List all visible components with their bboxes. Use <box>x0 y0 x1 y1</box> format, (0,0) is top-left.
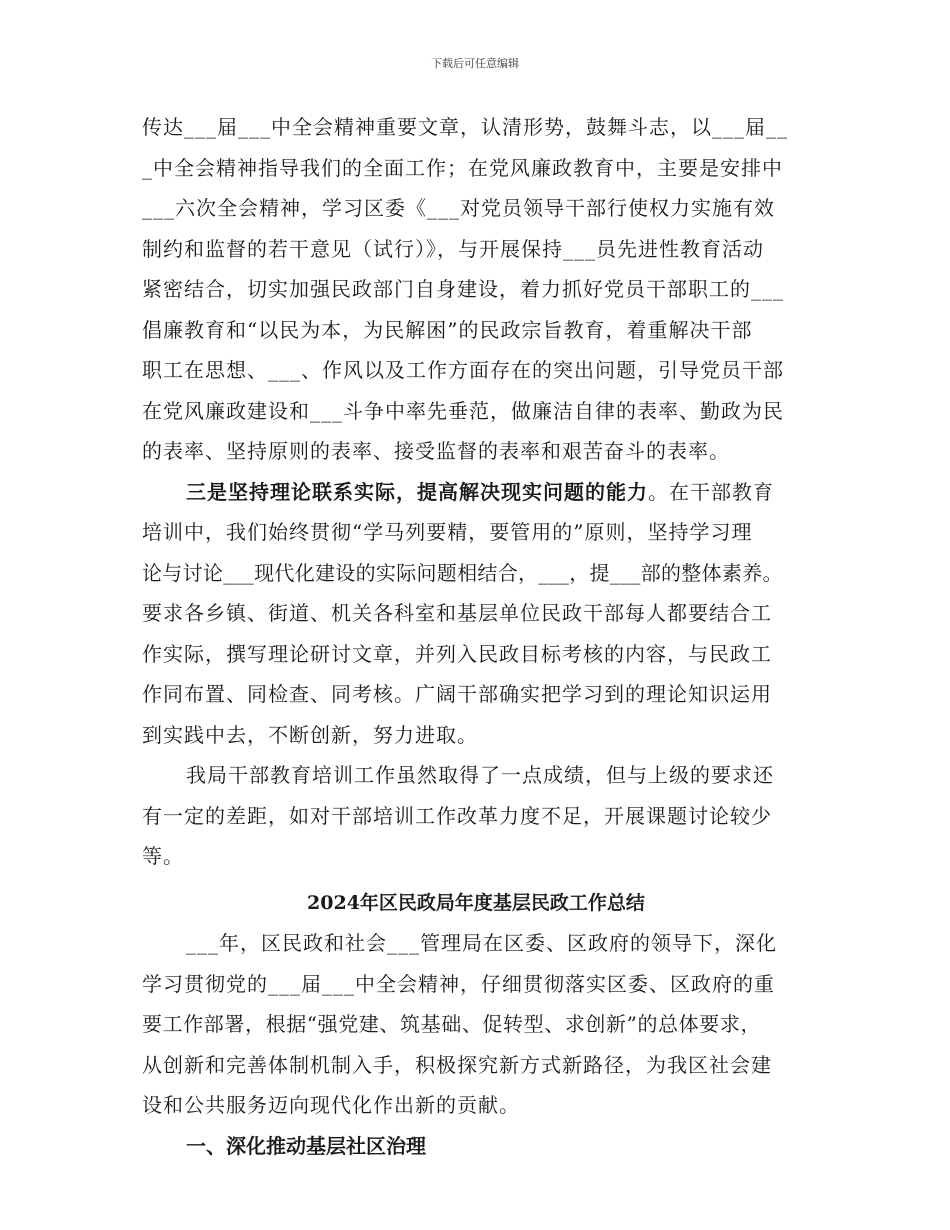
text-line: 有一定的差距，如对干部培训工作改革力度不足，开展课题讨论较少 <box>142 803 772 828</box>
text-line: 培训中，我们始终贯彻“学马列要精，要管用的”原则，坚持学习理 <box>142 520 753 544</box>
text-line: ___年，区民政和社会___管理局在区委、区政府的领导下，深化 <box>186 931 777 955</box>
subsection-heading: 一、深化推动基层社区治理 <box>186 1133 426 1158</box>
text-line: 传达___届___中全会精神重要文章，认清形势，鼓舞斗志，以___届__ <box>142 115 788 139</box>
page-header: 下载后可任意编辑 <box>431 57 519 70</box>
text-line: 我局干部教育培训工作虽然取得了一点成绩，但与上级的要求还 <box>186 763 774 787</box>
text-line: 在党风廉政建设和___斗争中率先垂范，做廉洁自律的表率、勤政为民 <box>142 398 784 423</box>
text-line: 的表率、坚持原则的表率、接受监督的表率和艰苦奋斗的表率。 <box>142 439 730 463</box>
paragraph <box>142 932 810 1135</box>
paragraph <box>142 481 810 765</box>
text-line <box>142 481 810 522</box>
document-body <box>142 116 810 1175</box>
paragraph <box>142 116 810 481</box>
text-span: 。在干部教育 <box>648 479 774 504</box>
text-line: 学习贯彻党的___届___中全会精神，仔细贯彻落实区委、区政府的重 <box>142 971 775 996</box>
bold-lead-text: 三是坚持理论联系实际，提高解决现实问题的能力 <box>186 479 648 504</box>
text-line: _中全会精神指导我们的全面工作；在党风廉政教育中，主要是安排中 <box>142 155 783 180</box>
text-line: 到实践中去，不断创新，努力进取。 <box>142 722 478 747</box>
text-line: 论与讨论___现代化建设的实际问题相结合，___，提___部的整体素养。 <box>142 560 783 585</box>
text-line: 设和公共服务迈向现代化作出新的贡献。 <box>142 1093 520 1117</box>
section-title: 2024年区民政局年度基层民政工作总结 <box>307 891 645 914</box>
text-line: ___六次全会精神，学习区委《___对党员领导干部行使权力实施有效 <box>142 196 775 220</box>
text-line: 要求各乡镇、街道、机关各科室和基层单位民政干部每人都要结合工 <box>142 601 772 625</box>
text-line: 倡廉教育和“以民为本，为民解困”的民政宗旨教育，着重解决干部 <box>142 317 753 342</box>
paragraph <box>142 764 810 886</box>
text-line: 制约和监督的若干意见（试行）》，与开展保持___员先进性教育活动 <box>142 236 764 261</box>
text-line: 从创新和完善体制机制入手，积极探究新方式新路径，为我区社会建 <box>142 1052 772 1077</box>
text-line: 职工在思想、___、作风以及工作方面存在的突出问题，引导党员干部 <box>142 358 784 382</box>
text-line: 紧密结合，切实加强民政部门自身建设，着力抓好党员干部职工的___ <box>142 277 784 301</box>
text-line: 作同布置、同检查、同考核。广阔干部确实把学习到的理论知识运用 <box>142 682 772 706</box>
text-line: 要工作部署，根据“强党建、筑基础、促转型、求创新”的总体要求， <box>142 1012 762 1036</box>
text-line: 等。 <box>142 844 184 868</box>
text-line: 作实际，撰写理论研讨文章，并列入民政目标考核的内容，与民政工 <box>142 641 772 666</box>
